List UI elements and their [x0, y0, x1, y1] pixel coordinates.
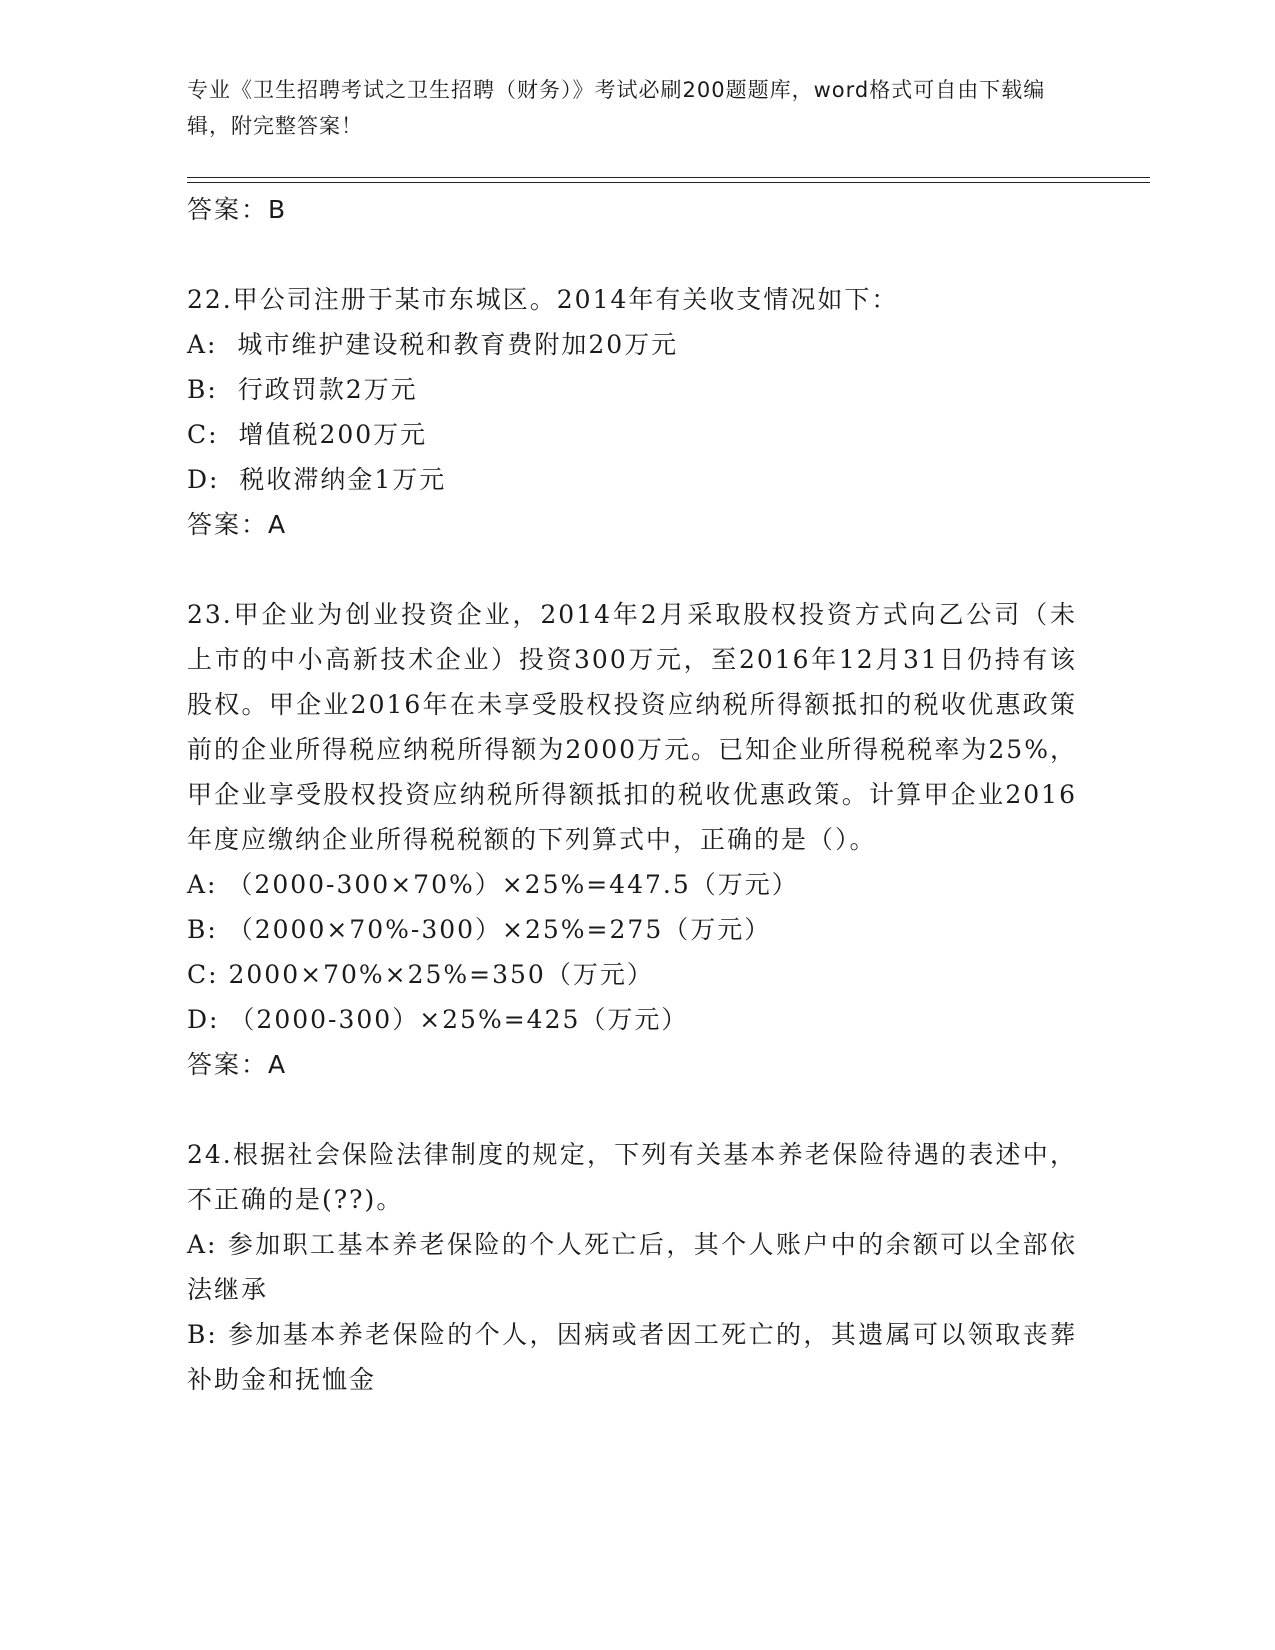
option-c: C: 增值税200万元	[187, 420, 428, 449]
option-b: B: 行政罚款2万元	[187, 375, 418, 404]
option-c: C: 2000×70%×25%=350（万元）	[187, 960, 654, 989]
question-stem: 24.根据社会保险法律制度的规定，下列有关基本养老保险待遇的表述中，不正确的是(??)。	[187, 1140, 1077, 1214]
question-24	[187, 1132, 1077, 1402]
question-23	[187, 592, 1077, 1087]
option-d: D: （2000-300）×25%=425（万元）	[187, 1005, 689, 1034]
answer: 答案：A	[187, 1050, 288, 1079]
question-stem: 22.甲公司注册于某市东城区。2014年有关收支情况如下：	[187, 285, 899, 314]
option-a: A: （2000-300×70%）×25%=447.5（万元）	[187, 870, 799, 899]
option-a: A: 城市维护建设税和教育费附加20万元	[187, 330, 679, 359]
option-d: D: 税收滞纳金1万元	[187, 465, 447, 494]
option-b: B: 参加基本养老保险的个人，因病或者因工死亡的，其遗属可以领取丧葬补助金和抚恤金	[187, 1320, 1077, 1394]
header-rule-top	[187, 177, 1150, 178]
answer-prev: 答案：B	[187, 195, 288, 224]
header-rule-bottom	[187, 182, 1150, 183]
option-b: B: （2000×70%-300）×25%=275（万元）	[187, 915, 772, 944]
answer: 答案：A	[187, 510, 288, 539]
page-header: 专业《卫生招聘考试之卫生招聘（财务）》考试必刷200题题库，word格式可自由下载编辑，附完整答案！	[187, 78, 1046, 138]
document-body	[187, 187, 1077, 1402]
question-stem: 23.甲企业为创业投资企业，2014年2月采取股权投资方式向乙公司（未上市的中小高新技术企业）投资300万元，至2016年12月31日仍持有该股权。甲企业2016年在未享受股权投资应纳税所得额抵扣的税收优惠政策前的企业所得税应纳税所得额为2000万元。已知企业所得税税率为25%，甲企业享受股权投资应纳税所得额抵扣的税收优惠政策。计算甲企业2016年度应缴纳企业所得税税额的下列算式中，正确的是（）。	[187, 600, 1077, 854]
option-a: A: 参加职工基本养老保险的个人死亡后，其个人账户中的余额可以全部依法继承	[187, 1230, 1077, 1304]
question-22	[187, 277, 1077, 547]
